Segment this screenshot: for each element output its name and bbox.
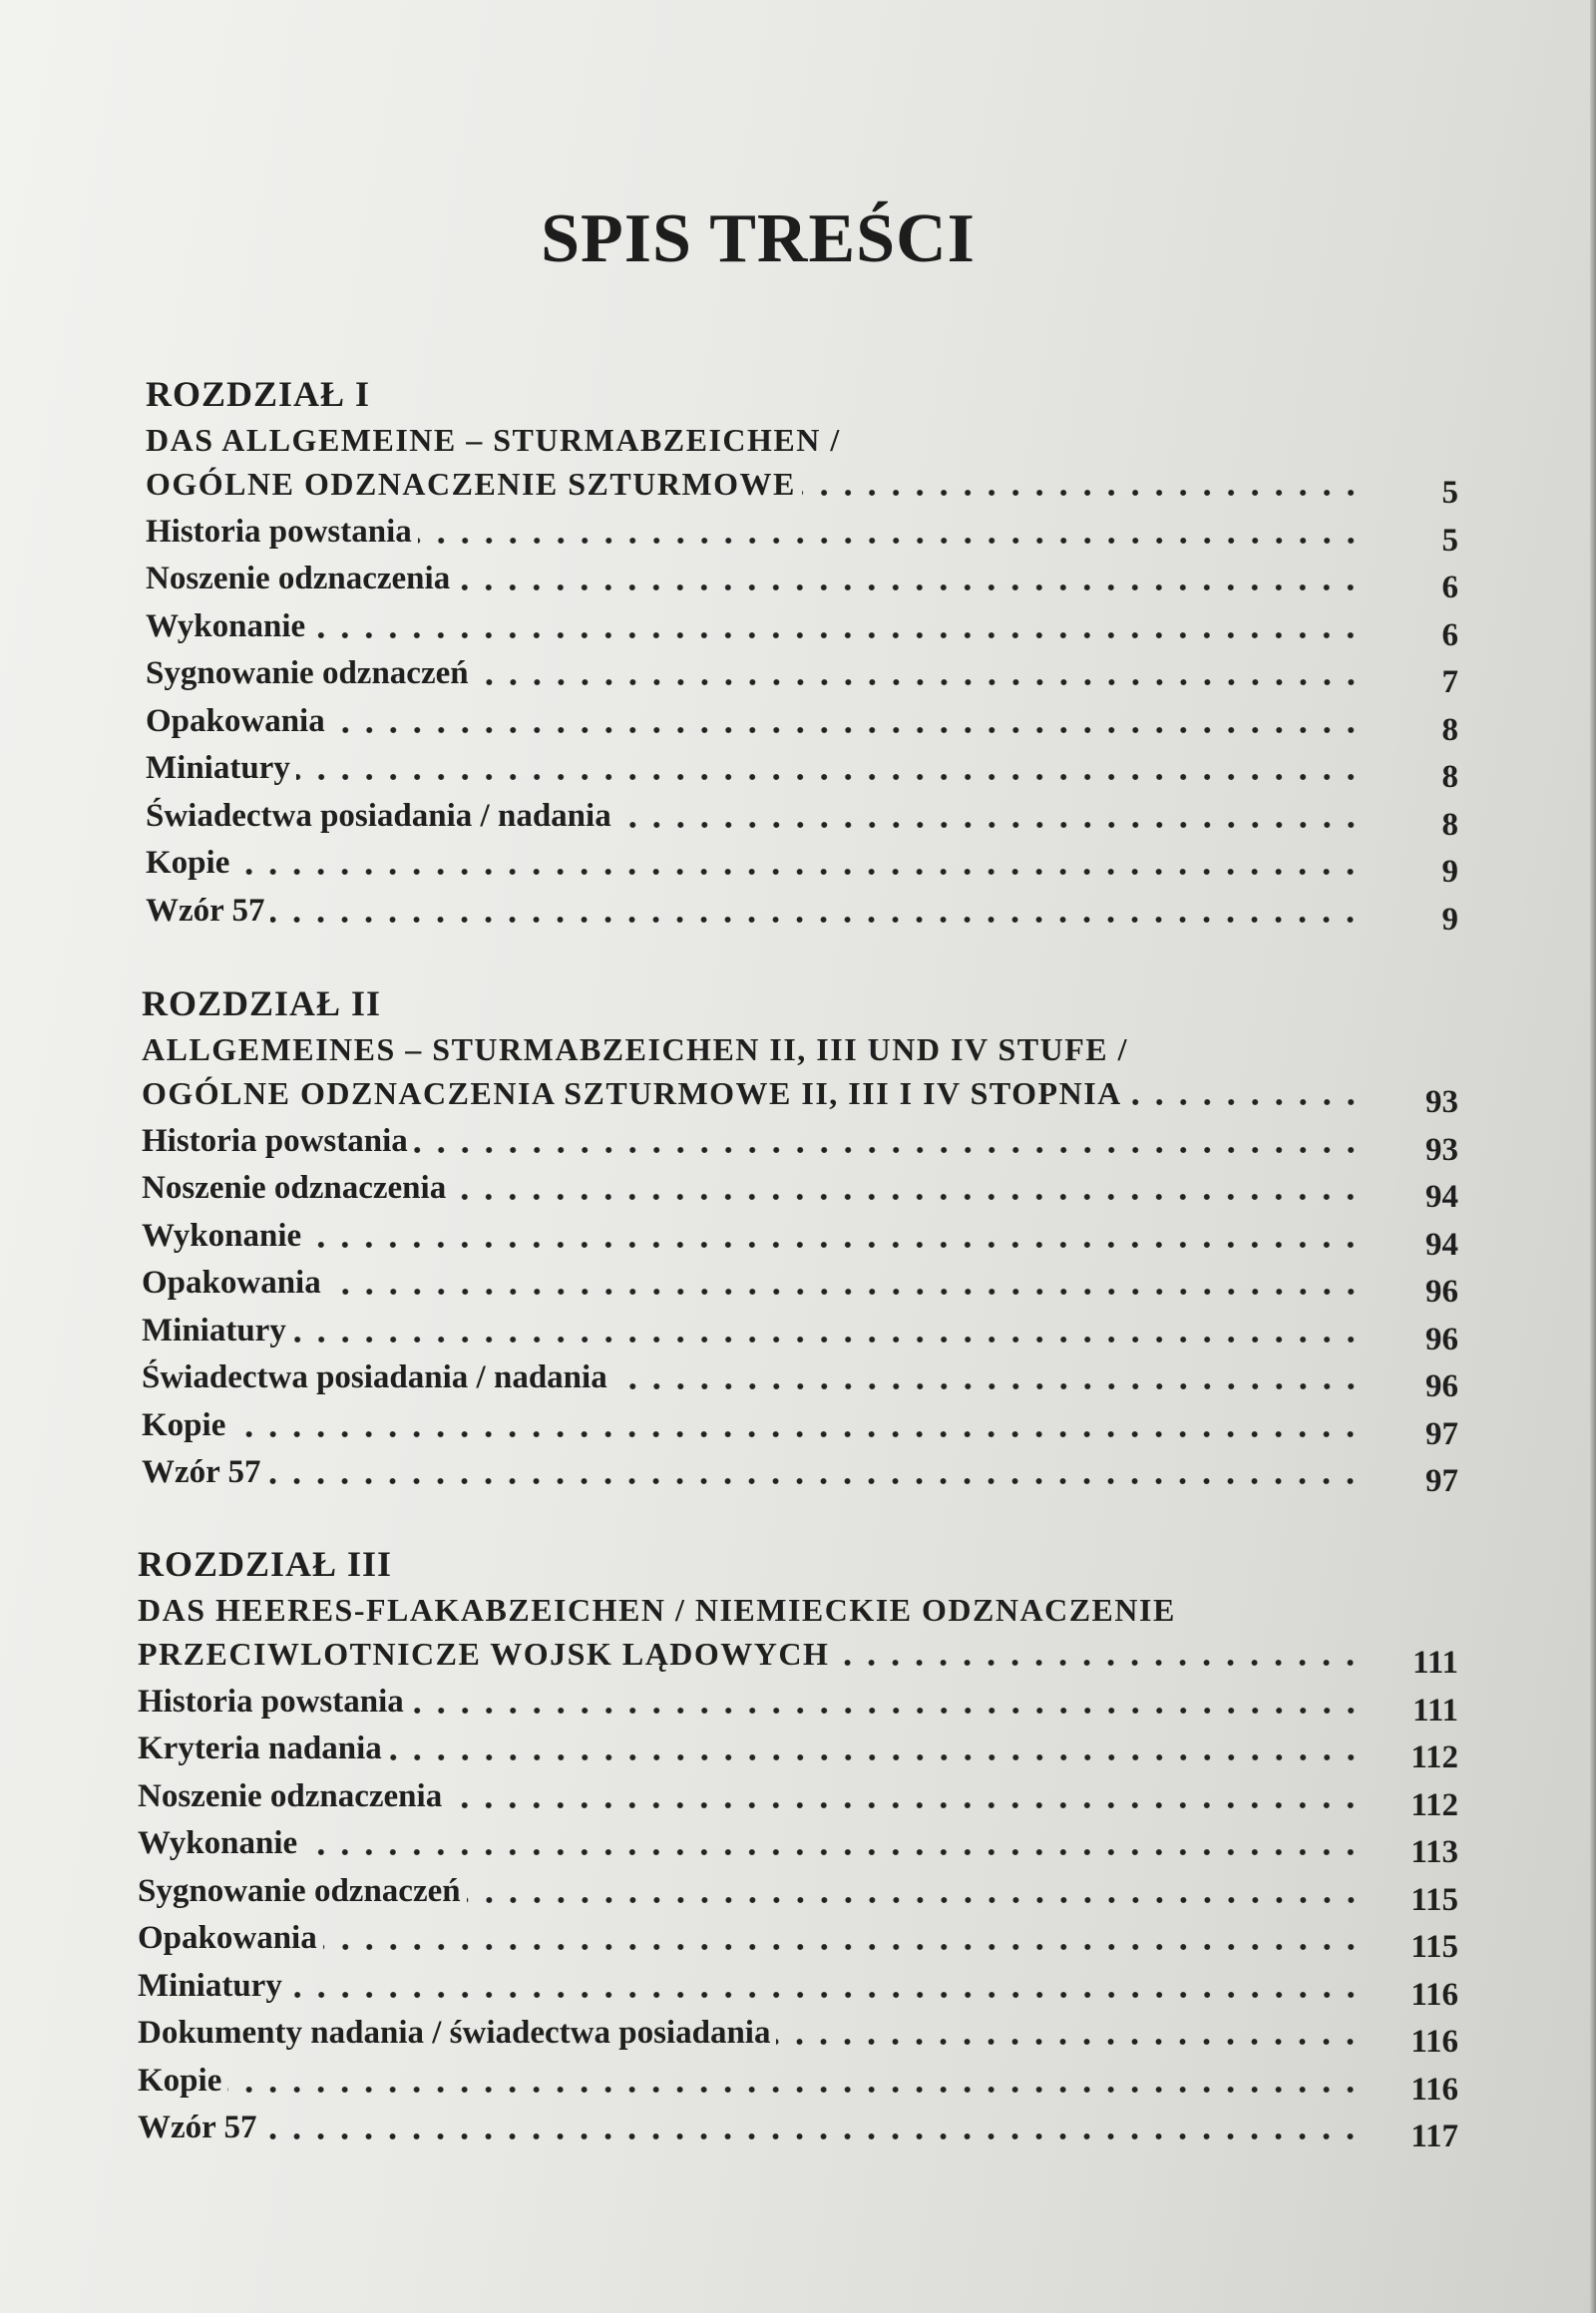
toc-entry-label: Świadectwa posiadania / nadania [142,1359,607,1395]
toc-entry [146,696,1367,740]
dot-leader [776,2038,1363,2046]
toc-entry-label: Wzór 57 [138,2110,257,2145]
toc-entry-label: Historia powstania [146,513,412,550]
chapter-subtitle-line [142,1068,1367,1112]
toc-entry [142,1258,1367,1302]
toc-entry-label: Wykonanie [138,1825,298,1861]
toc-entry [146,886,1367,930]
toc-entry-page-number: 112 [1410,1739,1458,1775]
dot-leader [270,916,1363,924]
dot-leader [410,1707,1363,1715]
toc-entry [138,2008,1367,2052]
chapter-subtitle-line-label: PRZECIWLOTNICZE WOJSK LĄDOWYCH [138,1636,830,1672]
toc-entry [142,1400,1367,1444]
chapter-subtitle-line [138,1585,1367,1629]
toc-entry-page-number: 115 [1410,1881,1458,1918]
chapter-heading [138,1541,1367,1585]
toc-entry-page-number: 5 [1441,522,1458,559]
toc-entry-label: Historia powstania [142,1122,408,1159]
chapter-page-number: 93 [1425,1084,1458,1120]
toc-entry-label: Sygnowanie odznaczeń [146,655,469,691]
toc-entry [138,1961,1367,2005]
toc-entry-label: Kopie [146,845,230,881]
chapter-heading-label: ROZDZIAŁ II [142,983,382,1023]
toc-entry-page-number: 8 [1441,806,1458,843]
toc-entry-label: Miniatury [138,1967,282,2004]
page-title: SPIS TREŚCI [541,200,976,277]
chapter-page-number: 5 [1441,475,1458,511]
toc-entry [146,648,1367,692]
toc-entry-page-number: 117 [1410,2119,1458,2154]
toc-entry-label: Kryteria nadania [138,1731,382,1766]
toc-entry [146,507,1367,551]
dot-leader [388,1753,1363,1761]
toc-entry-page-number: 97 [1425,1415,1458,1452]
chapter-subtitle-line-label: OGÓLNE ODZNACZENIA SZTURMOWE II, III I IV STOPNIA [142,1075,1122,1111]
dot-leader [296,773,1363,781]
dot-leader [448,1801,1363,1809]
chapter-heading [142,980,1367,1024]
dot-leader [323,1943,1363,1951]
toc-entry-page-number: 111 [1412,1692,1458,1729]
toc-entry-page-number: 96 [1425,1321,1458,1357]
toc-entry-page-number: 6 [1441,616,1458,653]
toc-entry-label: Wzór 57 [146,892,265,929]
dot-leader [303,1848,1363,1856]
toc-entry-label: Kopie [138,2062,222,2099]
toc-entry-page-number: 6 [1441,570,1458,605]
toc-entry-label: Noszenie odznaczenia [138,1777,443,1814]
toc-entry [146,791,1367,835]
chapter-heading-label: ROZDZIAŁ I [146,374,371,414]
toc-entry [138,1724,1367,1767]
toc-entry-page-number: 7 [1441,664,1458,700]
toc-entry [142,1352,1367,1396]
toc-entry-page-number: 9 [1441,901,1458,938]
toc-entry-label: Wykonanie [142,1217,302,1254]
dot-leader [613,1382,1363,1390]
dot-leader [331,726,1363,734]
chapter-subtitle-line-label: ALLGEMEINES – STURMABZEICHEN II, III UND IV STUFE / [142,1031,1128,1067]
toc-entry [138,1677,1367,1721]
chapter-page-number: 111 [1412,1645,1458,1681]
toc-entry-label: Noszenie odznaczenia [142,1170,447,1206]
dot-leader [262,2132,1363,2140]
chapter-heading-label: ROZDZIAŁ III [138,1544,393,1584]
dot-leader [307,1241,1363,1249]
toc-entry [146,601,1367,645]
dot-leader [292,1336,1363,1344]
toc-entry [138,1913,1367,1957]
toc-entry-label: Opakowania [138,1920,317,1956]
toc-entry-label: Sygnowanie odznaczeń [138,1872,461,1909]
dot-leader [266,1477,1363,1485]
toc-entry-page-number: 97 [1425,1463,1458,1499]
toc-entry-page-number: 113 [1410,1834,1458,1870]
dot-leader [227,2086,1363,2094]
toc-entry-page-number: 93 [1425,1131,1458,1168]
toc-entry-page-number: 96 [1425,1368,1458,1404]
toc-entry-label: Miniatury [142,1312,286,1349]
toc-entry-label: Kopie [142,1406,226,1443]
chapter-subtitle-line-label: DAS ALLGEMEINE – STURMABZEICHEN / [146,422,841,458]
toc-entry-label: Noszenie odznaczenia [146,561,451,596]
toc-entry-page-number: 8 [1441,711,1458,748]
toc-entry-page-number: 116 [1410,1976,1458,2013]
toc-entry [142,1116,1367,1160]
toc-entry [138,2056,1367,2100]
toc-entry-label: Dokumenty nadania / świadectwa posiadania [138,2015,771,2051]
chapter-subtitle-line [146,459,1367,503]
toc-entry [138,1771,1367,1815]
dot-leader [467,1896,1363,1904]
toc-entry-page-number: 115 [1410,1929,1458,1965]
toc-entry-label: Świadectwa posiadania / nadania [146,797,611,834]
dot-leader [235,868,1363,876]
toc-entry [142,1163,1367,1207]
toc-entry-label: Historia powstania [138,1683,404,1720]
toc-entry-page-number: 116 [1410,2071,1458,2108]
toc-entry [142,1447,1367,1491]
toc-entry-page-number: 94 [1425,1179,1458,1215]
toc-entry [138,2103,1367,2146]
dot-leader [1128,1098,1363,1106]
dot-leader [288,1991,1363,1999]
chapter-heading [146,371,1367,415]
chapter-subtitle-line-label: OGÓLNE ODZNACZENIE SZTURMOWE [146,466,796,502]
dot-leader [414,1146,1363,1154]
dot-leader [311,631,1363,639]
dot-leader [835,1659,1363,1667]
toc-entry-page-number: 8 [1441,759,1458,795]
dot-leader [327,1288,1363,1296]
toc-entry-label: Opakowania [146,702,325,739]
toc-entry [146,554,1367,597]
chapter-subtitle-line-label: DAS HEERES-FLAKABZEICHEN / NIEMIECKIE ODZNACZENIE [138,1592,1176,1628]
toc-entry-label: Opakowania [142,1265,321,1301]
toc-entry-label: Wykonanie [146,607,306,644]
toc-entry-page-number: 94 [1425,1226,1458,1263]
dot-leader [452,1193,1363,1201]
toc-entry [138,1818,1367,1862]
dot-leader [617,821,1363,829]
chapter-subtitle-line [138,1629,1367,1673]
chapter-subtitle-line [146,415,1367,459]
toc-entry [138,1866,1367,1910]
dot-leader [418,537,1363,545]
toc-entry-label: Miniatury [146,750,290,786]
toc-entry [146,838,1367,882]
toc-entry [142,1306,1367,1349]
toc-entry-page-number: 112 [1410,1786,1458,1823]
dot-leader [475,678,1363,686]
toc-entry-label: Wzór 57 [142,1454,261,1490]
chapter-subtitle-line [142,1024,1367,1068]
dot-leader [802,489,1363,497]
toc-entry [142,1211,1367,1255]
toc-entry [146,743,1367,787]
dot-leader [231,1430,1363,1438]
toc-entry-page-number: 9 [1441,854,1458,890]
toc-entry-page-number: 116 [1410,2024,1458,2060]
dot-leader [456,583,1363,591]
toc-entry-page-number: 96 [1425,1274,1458,1310]
